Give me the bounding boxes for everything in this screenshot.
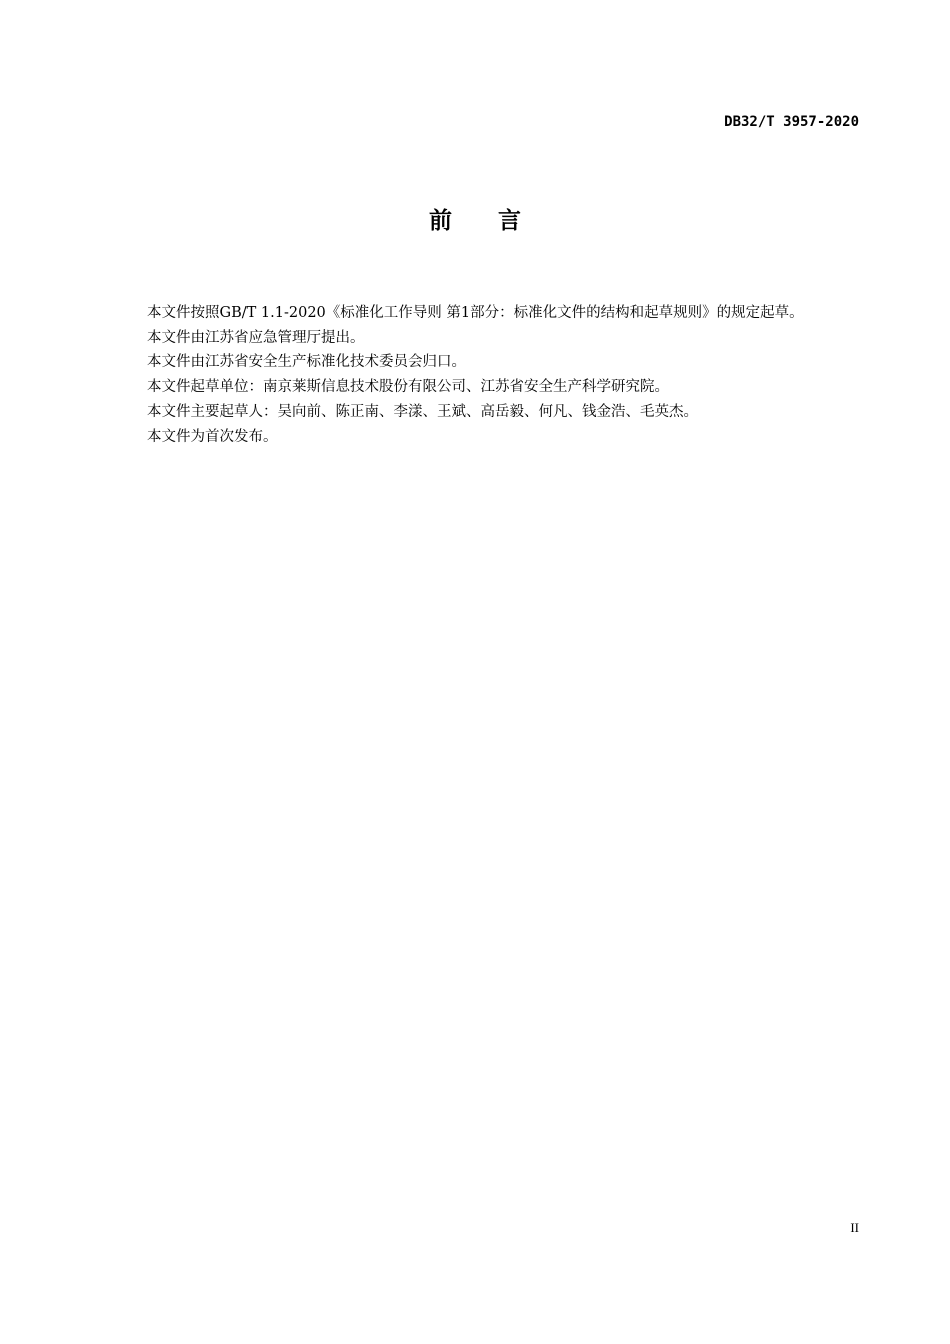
paragraph-committee: 本文件由江苏省安全生产标准化技术委员会归口。 xyxy=(147,354,466,371)
section-title-char-2: 言 xyxy=(498,208,521,234)
paragraph-drafting-basis: 本文件按照GB/T 1.1-2020《标准化工作导则 第1部分：标准化文件的结构和起草规则》的规定起草。 xyxy=(147,305,804,321)
section-title-char-1: 前 xyxy=(429,208,452,234)
paragraph-first-release: 本文件为首次发布。 xyxy=(147,428,278,445)
paragraph-drafters: 本文件主要起草人：吴向前、陈正南、李漾、王斌、高岳毅、何凡、钱金浩、毛英杰。 xyxy=(147,403,698,420)
paragraph-drafting-units: 本文件起草单位：南京莱斯信息技术股份有限公司、江苏省安全生产科学研究院。 xyxy=(147,379,669,396)
standard-code: DB32/T 3957-2020 xyxy=(724,114,859,130)
section-title xyxy=(0,202,950,235)
page-number: II xyxy=(850,1220,859,1235)
paragraph-proposer: 本文件由江苏省应急管理厅提出。 xyxy=(147,329,365,346)
foreword-body xyxy=(114,301,860,449)
